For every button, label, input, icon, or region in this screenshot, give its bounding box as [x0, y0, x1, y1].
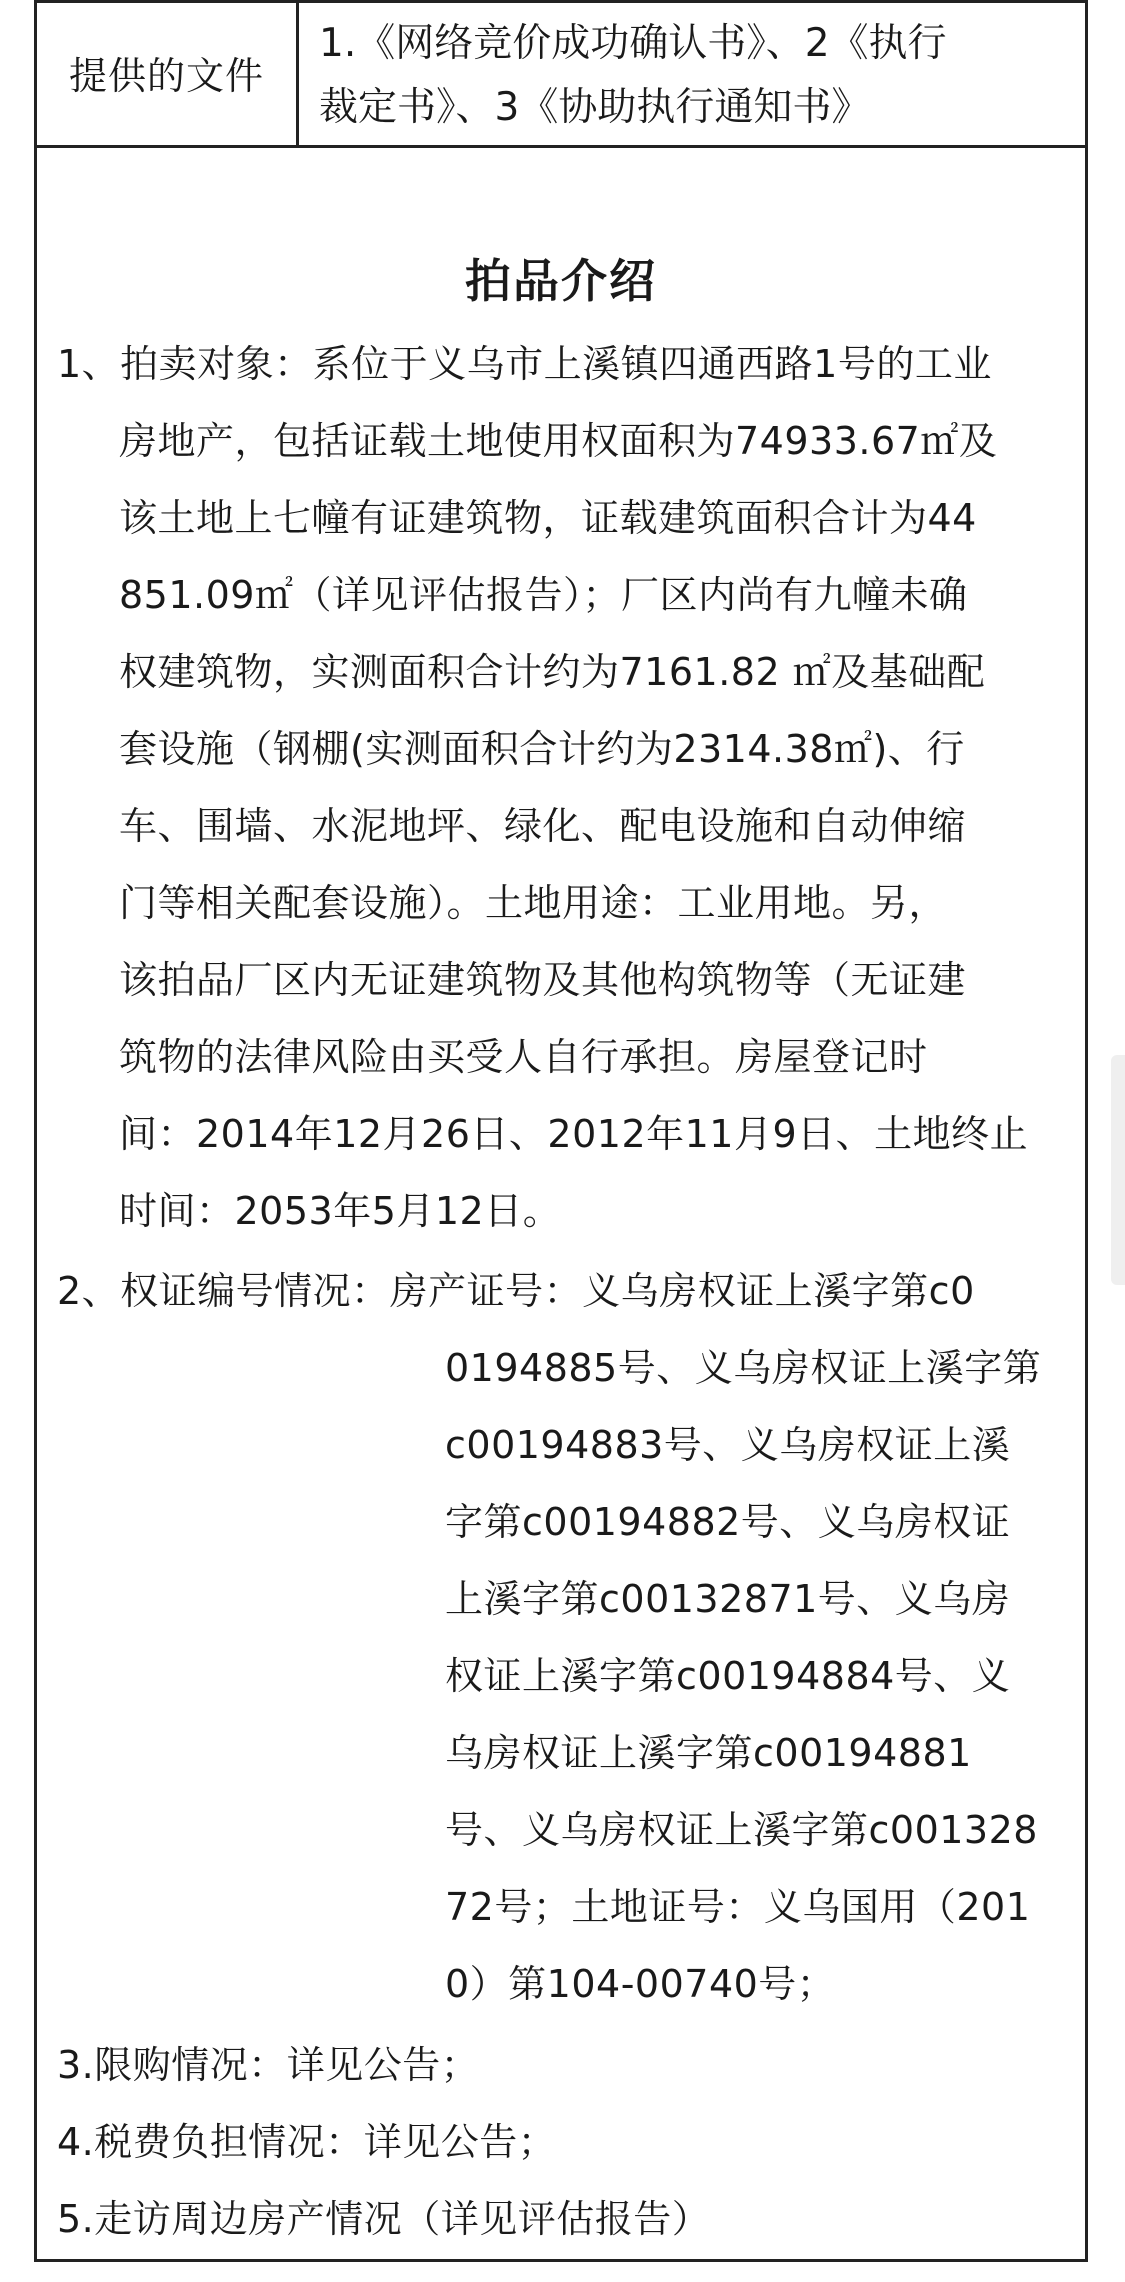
documents-row	[37, 0, 1085, 148]
documents-value	[319, 12, 1079, 140]
item-surrounding-visit	[57, 2181, 710, 2258]
documents-value-line: 1.《网络竞价成功确认书》、2《执行	[319, 21, 947, 66]
item-line: 5.走访周边房产情况（详见评估报告）	[57, 2197, 711, 2241]
item-line: 0）第104-00740号；	[445, 1962, 836, 2006]
item-line: 乌房权证上溪字第c00194881	[445, 1731, 972, 1775]
item-tax-burden	[57, 2104, 556, 2181]
item-line: 车、围墙、水泥地坪、绿化、配电设施和自动伸缩	[119, 804, 967, 848]
item-line: 时间：2053年5月12日。	[119, 1189, 562, 1233]
item-line: 该土地上七幢有证建筑物，证载建筑面积合计为44	[119, 496, 977, 540]
item-line: 号、义乌房权证上溪字第c001328	[445, 1808, 1038, 1852]
documents-value-line: 裁定书》、3《协助执行通知书》	[319, 85, 871, 130]
item-line: 门等相关配套设施）。土地用途：工业用地。另，	[119, 881, 948, 925]
section-title: 拍品介绍	[465, 254, 657, 308]
item-line: 权证上溪字第c00194884号、义	[445, 1654, 1011, 1698]
item-line: 3.限购情况：详见公告；	[57, 2043, 480, 2087]
item-line: 筑物的法律风险由买受人自行承担。房屋登记时	[119, 1035, 928, 1079]
item-line: 72号；土地证号：义乌国用（201	[445, 1885, 1031, 1929]
item-line: 字第c00194882号、义乌房权证	[445, 1500, 1011, 1544]
item-line: 间：2014年12月26日、2012年11月9日、土地终止	[119, 1112, 1029, 1156]
item-certificate-numbers	[57, 1253, 1041, 2023]
scroll-indicator[interactable]	[1111, 1055, 1125, 1285]
item-auction-object	[57, 326, 1028, 1250]
item-line: 851.09㎡（详见评估报告）；厂区内尚有九幢未确	[119, 573, 968, 617]
documents-label: 提供的文件	[37, 0, 299, 145]
item-line: 房地产，包括证载土地使用权面积为74933.67㎡及	[119, 419, 998, 463]
item-line: c00194883号、义乌房权证上溪	[445, 1423, 1011, 1467]
item-line: 2、权证编号情况：房产证号：义乌房权证上溪字第c0	[57, 1269, 975, 1313]
item-line: 1、拍卖对象：系位于义乌市上溪镇四通西路1号的工业	[57, 342, 992, 386]
item-line: 该拍品厂区内无证建筑物及其他构筑物等（无证建	[119, 958, 967, 1002]
item-line: 权建筑物，实测面积合计约为7161.82 ㎡及基础配	[119, 650, 986, 694]
item-line: 上溪字第c00132871号、义乌房	[445, 1577, 1011, 1621]
item-line: 4.税费负担情况：详见公告；	[57, 2120, 557, 2164]
item-purchase-restriction	[57, 2027, 479, 2104]
item-line: 套设施（钢棚(实测面积合计约为2314.38㎡)、行	[119, 727, 965, 771]
document-frame	[34, 0, 1088, 2262]
item-line: 0194885号、义乌房权证上溪字第	[445, 1346, 1042, 1390]
